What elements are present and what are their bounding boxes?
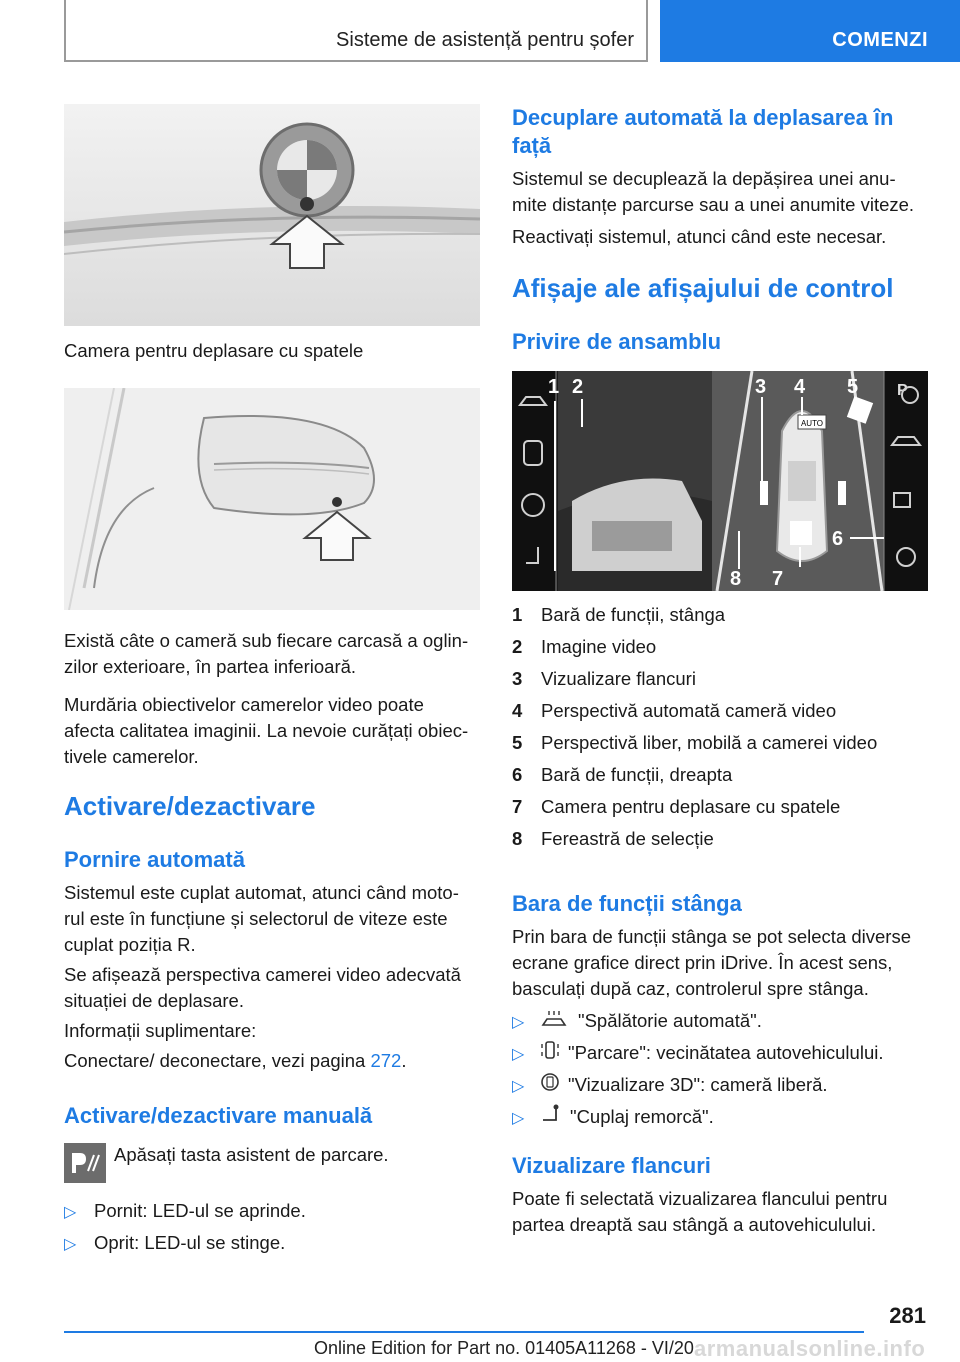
legend-num: 3: [512, 668, 523, 689]
bullet-off: Oprit: LED-ul se stinge.: [94, 1232, 286, 1253]
p-label: P: [897, 382, 908, 399]
reactivati-line: Reactivați sistemul, atunci când este necesar.: [512, 226, 887, 247]
heading-pornire: Pornire automată: [64, 847, 245, 872]
legend-text: Perspectivă liber, mobilă a camerei video: [541, 732, 878, 753]
legend-num: 6: [512, 764, 523, 785]
viz-line2: partea dreaptă sau stângă a autovehiculului.: [512, 1214, 877, 1235]
callout-4: 4: [794, 376, 806, 398]
decuplare-line1: Sistemul se decuplează la depășirea unei anu-: [512, 168, 896, 189]
bullet-marker: ▷: [512, 1078, 525, 1095]
legend-num: 7: [512, 796, 523, 817]
mirror-camera-image: [64, 388, 480, 610]
parking-assist-button-icon: [64, 1143, 106, 1183]
callout-7: 7: [772, 568, 784, 590]
pornire-line1: Sistemul este cuplat automat, atunci când moto-: [64, 882, 459, 903]
footer-divider: [64, 1331, 864, 1333]
dirt-text-line1: Murdăria obiectivelor camerelor video poate: [64, 694, 424, 715]
heading-bara: Bara de funcții stânga: [512, 891, 742, 916]
bara-item-car-wash: "Spălătorie automată".: [578, 1010, 762, 1031]
pornire-line3: cuplat poziția R.: [64, 934, 196, 955]
legend-num: 1: [512, 604, 523, 625]
legend-text: Camera pentru deplasare cu spatele: [541, 796, 841, 817]
bara-line1: Prin bara de funcții stânga se pot selecta diverse: [512, 926, 912, 947]
mirror-text-line1: Există câte o cameră sub fiecare carcasă a oglin-: [64, 630, 469, 651]
bullet-marker: ▷: [512, 1014, 525, 1031]
heading-manuala: Activare/dezactivare manuală: [64, 1103, 373, 1128]
bara-line2: ecrane grafice direct prin iDrive. În acest sens,: [512, 952, 893, 973]
legend-text: Perspectivă automată cameră video: [541, 700, 837, 721]
conectare-period: .: [401, 1050, 407, 1071]
callout-2: 2: [572, 376, 584, 398]
heading-decuplare-l1: Decuplare automată la deplasarea în: [512, 105, 894, 130]
legend-num: 5: [512, 732, 523, 753]
legend-num: 2: [512, 636, 523, 657]
bara-item-parking: "Parcare": vecinătatea autovehiculului.: [568, 1042, 884, 1063]
legend-text: Vizualizare flancuri: [541, 668, 696, 689]
bara-item-trailer: "Cuplaj remorcă".: [570, 1106, 714, 1127]
car-wash-icon: [540, 1008, 568, 1030]
dirt-text-line3: tivele camerelor.: [64, 746, 199, 767]
legend-text: Bară de funcții, stânga: [541, 604, 726, 625]
mirror-text-line2: zilor exterioare, în partea inferioară.: [64, 656, 357, 677]
legend-num: 8: [512, 828, 523, 849]
page-272-link[interactable]: 272: [370, 1050, 402, 1071]
decuplare-line2: mite distanțe parcurse sau a unei anumite viteze.: [512, 194, 915, 215]
page-number: 281: [889, 1303, 926, 1328]
bullet-marker: ▷: [64, 1204, 77, 1221]
view-3d-icon: [540, 1070, 560, 1094]
camera-caption: Camera pentru deplasare cu spatele: [64, 340, 364, 361]
callout-6: 6: [832, 528, 844, 550]
display-legend: [512, 604, 926, 860]
bullet-on: Pornit: LED-ul se aprinde.: [94, 1200, 306, 1221]
bara-line3: basculați după caz, controlerul spre stânga.: [512, 978, 869, 999]
heading-vizualizare: Vizualizare flancuri: [512, 1153, 711, 1178]
trailer-hitch-icon: [540, 1102, 562, 1126]
apasati-text: Apăsați tasta asistent de parcare.: [114, 1144, 389, 1165]
bullet-marker: ▷: [512, 1046, 525, 1063]
header-chapter-box: [64, 0, 648, 62]
conectare-text: Conectare/ deconectare, vezi pagina: [64, 1050, 366, 1071]
section-title: COMENZI: [832, 29, 928, 51]
viz-line1: Poate fi selectată vizualizarea flancului pentru: [512, 1188, 888, 1209]
callout-8: 8: [730, 568, 742, 590]
conectare-line: [64, 1048, 407, 1074]
heading-privire: Privire de ansamblu: [512, 329, 722, 354]
pornire-line2: rul este în funcțiune și selectorul de viteze este: [64, 908, 448, 929]
header-section-box[interactable]: [660, 0, 960, 62]
heading-decuplare-l2: față: [512, 133, 552, 158]
bullet-marker: ▷: [64, 1236, 77, 1253]
chapter-title: Sisteme de asistență pentru șofer: [336, 29, 634, 51]
bullet-marker: ▷: [512, 1110, 525, 1127]
heading-activare: Activare/dezactivare: [64, 791, 316, 821]
legend-num: 4: [512, 700, 523, 721]
afis-line1: Se afișează perspectiva camerei video adecvată: [64, 964, 461, 985]
edition-text: Online Edition for Part no. 01405A11268 - VI/20: [314, 1338, 694, 1358]
legend-text: Bară de funcții, dreapta: [541, 764, 733, 785]
callout-3: 3: [755, 376, 767, 398]
legend-text: Imagine video: [541, 636, 657, 657]
rear-camera-image: [64, 104, 480, 326]
callout-5: 5: [847, 376, 859, 398]
legend-text: Fereastră de selecție: [541, 828, 714, 849]
bara-item-3d: "Vizualizare 3D": cameră liberă.: [568, 1074, 828, 1095]
dirt-text-line2: afecta calitatea imaginii. La nevoie curățați obiec-: [64, 720, 469, 741]
watermark: armanualsonline.info: [694, 1336, 926, 1361]
control-display-image: [512, 371, 928, 591]
info-line: Informații suplimentare:: [64, 1020, 257, 1041]
callout-1: 1: [548, 376, 560, 398]
auto-label: AUTO: [800, 419, 824, 428]
parking-icon: [540, 1038, 560, 1062]
afis-line2: situației de deplasare.: [64, 990, 244, 1011]
heading-afisaje: Afișaje ale afișajului de control: [512, 273, 894, 303]
